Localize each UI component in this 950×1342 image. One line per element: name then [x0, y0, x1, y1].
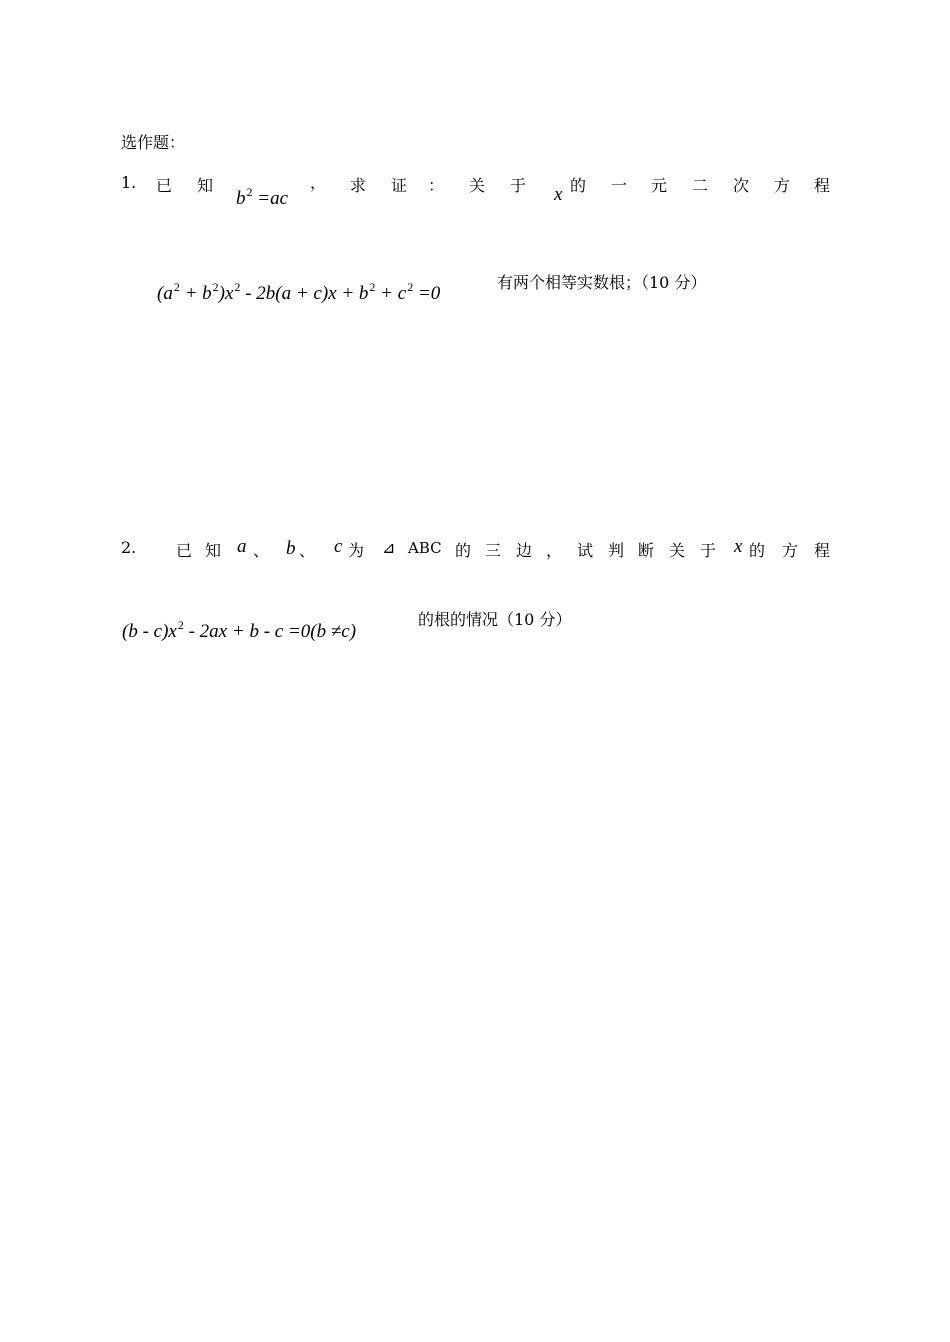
eq-term: + b [179, 283, 212, 304]
eq-exponent: 2 [173, 280, 180, 294]
math-exponent: 2 [246, 185, 253, 199]
given-condition [236, 185, 288, 210]
eq-exponent: 2 [407, 280, 414, 294]
eq-term: - 2b(a + c)x + b [240, 283, 369, 304]
question-word: ： [428, 176, 445, 195]
equation-tail: 的根的情况（10 分） [418, 610, 572, 629]
question-word: 方 [782, 541, 799, 560]
question-word: 断 [638, 541, 655, 560]
eq-term: )x [218, 283, 234, 304]
separator: 、 [299, 541, 316, 560]
question-word: 试 [577, 541, 594, 560]
eq-exponent: 2 [234, 280, 241, 294]
question-word: 已 [176, 541, 193, 560]
question-word: 三 [485, 541, 502, 560]
question-word: 已 [156, 176, 173, 195]
question-word: 于 [510, 176, 527, 195]
equation-tail: 有两个相等实数根；（10 分） [497, 273, 707, 292]
math-rest: =ac [257, 188, 289, 209]
equation-2 [122, 618, 356, 643]
eq-term: - 2ax + b - c =0(b ≠c) [183, 621, 357, 642]
comma: ， [310, 173, 327, 192]
question-word: 的 [455, 541, 472, 560]
eq-term: (b - c)x [122, 621, 177, 642]
eq-term: + c [375, 283, 407, 304]
question-word: ， [546, 541, 563, 560]
question-word: 程 [814, 176, 831, 195]
question-word: 证 [391, 176, 408, 195]
question-word: 元 [651, 176, 668, 195]
eq-exponent: 2 [212, 280, 219, 294]
section-title: 选作题： [121, 133, 186, 152]
triangle-symbol: ⊿ [382, 538, 396, 557]
separator: 、 [253, 541, 270, 560]
math-var-c: c [334, 536, 343, 557]
question-word: 判 [608, 541, 625, 560]
question-number: 2. [121, 538, 137, 557]
eq-term: (a [157, 283, 173, 304]
question-word: 的 [749, 541, 766, 560]
math-var-b: b [286, 538, 296, 559]
question-word: 为 [348, 541, 365, 560]
equation-1 [157, 280, 440, 305]
question-number: 1. [121, 173, 137, 192]
eq-exponent: 2 [369, 280, 376, 294]
question-word: 一 [611, 176, 628, 195]
question-word: 方 [774, 176, 791, 195]
question-word: 边 [516, 541, 533, 560]
question-word: 关 [669, 541, 686, 560]
math-var-x: x [554, 184, 563, 205]
question-word: 关 [469, 176, 486, 195]
question-word: 的 [570, 176, 587, 195]
question-word: 二 [692, 176, 709, 195]
math-var-a: a [237, 536, 247, 557]
question-word: 知 [205, 541, 222, 560]
question-word: 求 [350, 176, 367, 195]
eq-term: =0 [413, 283, 441, 304]
question-word: 于 [700, 541, 717, 560]
question-word: 知 [197, 176, 214, 195]
question-word: 次 [733, 176, 750, 195]
eq-exponent: 2 [177, 618, 184, 632]
math-var-x: x [734, 536, 743, 557]
triangle-name: ABC [408, 539, 442, 557]
math-var-b: b [236, 188, 246, 209]
question-word: 程 [814, 541, 831, 560]
